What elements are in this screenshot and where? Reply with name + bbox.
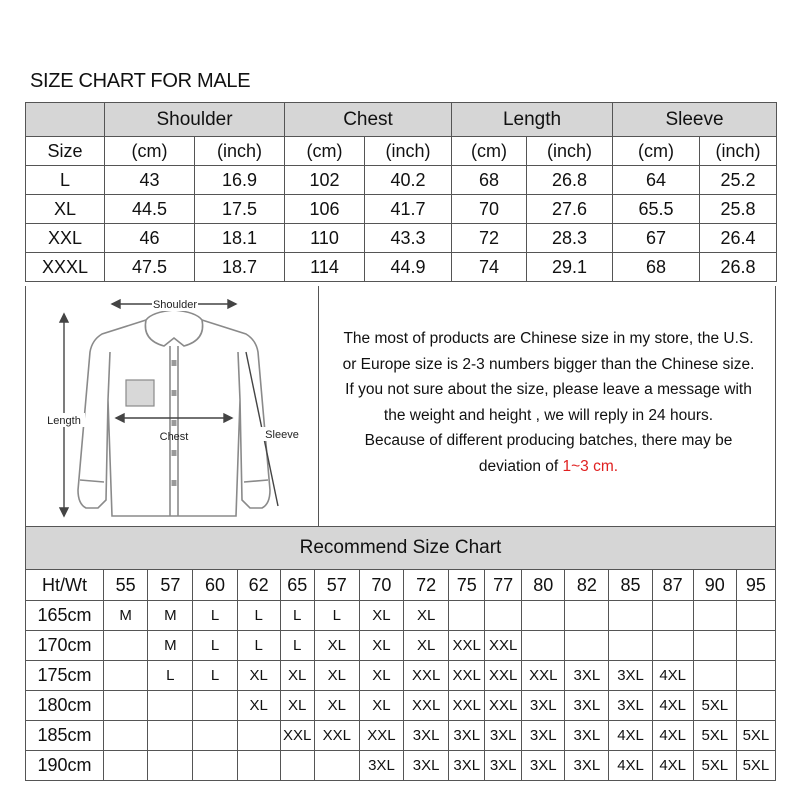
table-cell: 16.9 (195, 166, 285, 195)
subheader-cell: (inch) (700, 137, 777, 166)
subheader-cell: (cm) (613, 137, 700, 166)
panel-divider (318, 286, 319, 526)
weight-header-cell: 65 (280, 570, 314, 601)
weight-header-cell: 57 (148, 570, 193, 601)
notice-line: If you not sure about the size, please leave a message with (345, 381, 752, 398)
size-cell: XL (280, 661, 314, 691)
size-cell: 4XL (652, 721, 693, 751)
notice-line (322, 454, 775, 480)
size-cell: 3XL (565, 751, 609, 781)
table-cell: 18.7 (195, 253, 285, 282)
table-cell: 106 (285, 195, 365, 224)
button-mark (172, 450, 177, 456)
arrow-up-icon (60, 314, 68, 322)
table-cell: 43 (105, 166, 195, 195)
size-cell: M (148, 631, 193, 661)
size-cell: 5XL (736, 721, 775, 751)
height-cell: 185cm (26, 721, 104, 751)
size-cell: 3XL (565, 661, 609, 691)
arrow-right-icon (224, 414, 232, 422)
table-cell: 27.6 (527, 195, 613, 224)
size-cell: XL (404, 601, 449, 631)
table-cell: 26.8 (700, 253, 777, 282)
table-cell: 28.3 (527, 224, 613, 253)
size-cell: 5XL (693, 721, 736, 751)
table-cell: 26.8 (527, 166, 613, 195)
table-cell: 110 (285, 224, 365, 253)
size-cell: L (280, 631, 314, 661)
size-cell (736, 601, 775, 631)
size-cell: L (237, 601, 280, 631)
size-cell: XXL (359, 721, 403, 751)
cuff-line (244, 480, 268, 482)
size-cell: XXL (404, 691, 449, 721)
buttons (172, 360, 177, 486)
table-cell: 25.8 (700, 195, 777, 224)
group-header: Chest (285, 103, 452, 137)
size-cell: M (104, 601, 148, 631)
size-cell (314, 751, 359, 781)
weight-header-cell: 72 (404, 570, 449, 601)
table-cell: 17.5 (195, 195, 285, 224)
weight-header-cell: 85 (609, 570, 652, 601)
table-row (26, 253, 777, 282)
size-cell: 5XL (693, 751, 736, 781)
table-cell: 74 (452, 253, 527, 282)
size-cell (237, 721, 280, 751)
height-cell: 170cm (26, 631, 104, 661)
weight-header-cell: 70 (359, 570, 403, 601)
size-cell (193, 691, 237, 721)
size-cell: 3XL (522, 691, 565, 721)
subheader-cell: (cm) (452, 137, 527, 166)
button-mark (172, 360, 177, 366)
table-cell: 29.1 (527, 253, 613, 282)
sleeve-line (108, 352, 110, 400)
arrow-right-icon (228, 300, 236, 308)
weight-header-cell: 60 (193, 570, 237, 601)
size-cell (522, 601, 565, 631)
size-cell: XL (280, 691, 314, 721)
subheader-cell: (inch) (195, 137, 285, 166)
size-cell: XL (359, 631, 403, 661)
subheader-cell: (inch) (365, 137, 452, 166)
table-cell: 65.5 (613, 195, 700, 224)
size-cell: XL (359, 601, 403, 631)
size-cell: XL (404, 631, 449, 661)
notice-line: the weight and height , we will reply in 24 hours. (383, 406, 714, 424)
notice-line: or Europe size is 2-3 numbers bigger than the Chinese size. (342, 355, 755, 373)
size-cell (104, 631, 148, 661)
blank-header-cell (26, 103, 105, 137)
weight-header-cell: 90 (693, 570, 736, 601)
size-chart-subheader (26, 137, 777, 166)
table-cell: 26.4 (700, 224, 777, 253)
chest-label: Chest (159, 431, 189, 443)
table-cell: 18.1 (195, 224, 285, 253)
info-panel (25, 286, 776, 527)
size-cell (609, 631, 652, 661)
weight-header-cell: 82 (565, 570, 609, 601)
shirt-diagram (34, 290, 314, 522)
size-cell: M (148, 601, 193, 631)
deviation-highlight: 1~3 cm (562, 457, 614, 475)
recommend-title: Recommend Size Chart (26, 527, 776, 570)
notice-text: deviation of (478, 457, 563, 475)
button-mark (172, 390, 177, 396)
size-cell: 3XL (522, 751, 565, 781)
subheader-cell: (cm) (105, 137, 195, 166)
size-cell: L (193, 661, 237, 691)
size-cell: L (148, 661, 193, 691)
sleeve-label: Sleeve (265, 429, 299, 441)
table-cell: 41.7 (365, 195, 452, 224)
size-cell: XXL (280, 721, 314, 751)
weight-header-cell: 95 (736, 570, 775, 601)
size-cell: XL (314, 661, 359, 691)
table-cell: 44.5 (105, 195, 195, 224)
sleeve-line (238, 352, 240, 400)
table-cell: 44.9 (365, 253, 452, 282)
height-weight-header: Ht/Wt (26, 570, 104, 601)
size-cell (237, 751, 280, 781)
size-cell: XL (237, 691, 280, 721)
weight-header-cell: 75 (449, 570, 485, 601)
table-cell: L (26, 166, 105, 195)
size-cell: L (193, 601, 237, 631)
size-cell: 3XL (609, 661, 652, 691)
size-cell (522, 631, 565, 661)
size-cell (736, 661, 775, 691)
size-cell: XXL (449, 691, 485, 721)
table-cell: XXL (26, 224, 105, 253)
table-row (26, 601, 776, 631)
table-cell: 64 (613, 166, 700, 195)
table-row (26, 224, 777, 253)
pocket-outline (126, 380, 154, 406)
weight-header-cell: 80 (522, 570, 565, 601)
notice-line: The most of products are Chinese size in my store, the U.S. (343, 330, 754, 347)
table-cell: 43.3 (365, 224, 452, 253)
group-header: Shoulder (105, 103, 285, 137)
size-cell: L (314, 601, 359, 631)
weight-header-cell: 57 (314, 570, 359, 601)
table-cell: 102 (285, 166, 365, 195)
size-cell: XXL (449, 631, 485, 661)
group-header: Length (452, 103, 613, 137)
table-cell: 68 (613, 253, 700, 282)
size-cell: XL (237, 661, 280, 691)
arrow-left-icon (116, 414, 124, 422)
size-chart-table (25, 102, 777, 282)
size-cell: XXL (404, 661, 449, 691)
notice-period: . (613, 457, 619, 475)
size-cell (693, 631, 736, 661)
size-cell: XXL (522, 661, 565, 691)
length-label: Length (47, 415, 81, 427)
size-cell: XL (314, 691, 359, 721)
size-notice (322, 326, 775, 479)
size-cell: 3XL (609, 691, 652, 721)
size-cell (449, 601, 485, 631)
arrow-left-icon (112, 300, 120, 308)
size-cell: XL (359, 661, 403, 691)
table-row (26, 721, 776, 751)
size-cell: 3XL (485, 751, 522, 781)
size-cell (652, 631, 693, 661)
table-cell: 114 (285, 253, 365, 282)
size-cell (736, 631, 775, 661)
size-cell: XXL (485, 631, 522, 661)
size-cell (609, 601, 652, 631)
recommend-header-row (26, 570, 776, 601)
size-cell: XXL (449, 661, 485, 691)
table-row (26, 691, 776, 721)
subheader-cell: (inch) (527, 137, 613, 166)
table-row (26, 195, 777, 224)
table-row (26, 166, 777, 195)
size-cell: 3XL (404, 751, 449, 781)
table-cell: 68 (452, 166, 527, 195)
height-cell: 180cm (26, 691, 104, 721)
height-cell: 165cm (26, 601, 104, 631)
size-cell (652, 601, 693, 631)
height-cell: 175cm (26, 661, 104, 691)
size-cell: 3XL (449, 721, 485, 751)
size-cell: 3XL (404, 721, 449, 751)
size-cell (693, 601, 736, 631)
size-cell (565, 601, 609, 631)
size-cell: 5XL (736, 751, 775, 781)
size-cell (693, 661, 736, 691)
table-row (26, 631, 776, 661)
size-cell: L (193, 631, 237, 661)
table-row (26, 661, 776, 691)
recommend-title-row (26, 527, 776, 570)
table-cell: XXXL (26, 253, 105, 282)
size-cell: L (280, 601, 314, 631)
collar-outline (145, 310, 202, 346)
notice-line: Because of different producing batches, there may be (364, 432, 733, 449)
weight-header-cell: 62 (237, 570, 280, 601)
arrow-down-icon (60, 508, 68, 516)
size-cell (193, 751, 237, 781)
size-cell (104, 661, 148, 691)
table-cell: 40.2 (365, 166, 452, 195)
size-cell (148, 721, 193, 751)
table-row (26, 751, 776, 781)
size-cell: 4XL (609, 721, 652, 751)
weight-header-cell: 77 (485, 570, 522, 601)
size-cell: XXL (485, 661, 522, 691)
size-cell: 3XL (359, 751, 403, 781)
table-cell: 72 (452, 224, 527, 253)
subheader-cell: (cm) (285, 137, 365, 166)
size-cell: 4XL (652, 751, 693, 781)
size-cell: XXL (314, 721, 359, 751)
size-cell: XXL (485, 691, 522, 721)
size-chart-group-header (26, 103, 777, 137)
size-cell (485, 601, 522, 631)
button-mark (172, 420, 177, 426)
page-title: SIZE CHART FOR MALE (30, 70, 251, 92)
size-cell (104, 751, 148, 781)
size-cell: XL (314, 631, 359, 661)
size-cell: 3XL (449, 751, 485, 781)
size-cell: 4XL (652, 661, 693, 691)
size-cell (104, 721, 148, 751)
size-cell: 4XL (609, 751, 652, 781)
cuff-line (80, 480, 104, 482)
group-header: Sleeve (613, 103, 777, 137)
table-cell: 46 (105, 224, 195, 253)
size-cell: 3XL (485, 721, 522, 751)
size-cell (148, 691, 193, 721)
size-cell (104, 691, 148, 721)
size-cell: XL (359, 691, 403, 721)
table-cell: XL (26, 195, 105, 224)
button-mark (172, 480, 177, 486)
size-cell: 3XL (565, 691, 609, 721)
weight-header-cell: 55 (104, 570, 148, 601)
size-cell (280, 751, 314, 781)
table-cell: 70 (452, 195, 527, 224)
recommend-size-table (25, 526, 776, 781)
table-cell: 67 (613, 224, 700, 253)
size-cell (148, 751, 193, 781)
size-cell (736, 691, 775, 721)
size-cell: 3XL (522, 721, 565, 751)
shoulder-label: Shoulder (152, 299, 198, 311)
subheader-cell: Size (26, 137, 105, 166)
size-cell: 5XL (693, 691, 736, 721)
table-cell: 25.2 (700, 166, 777, 195)
table-cell: 47.5 (105, 253, 195, 282)
size-cell: 3XL (565, 721, 609, 751)
size-cell: L (237, 631, 280, 661)
height-cell: 190cm (26, 751, 104, 781)
size-cell (565, 631, 609, 661)
weight-header-cell: 87 (652, 570, 693, 601)
size-cell (193, 721, 237, 751)
size-cell: 4XL (652, 691, 693, 721)
